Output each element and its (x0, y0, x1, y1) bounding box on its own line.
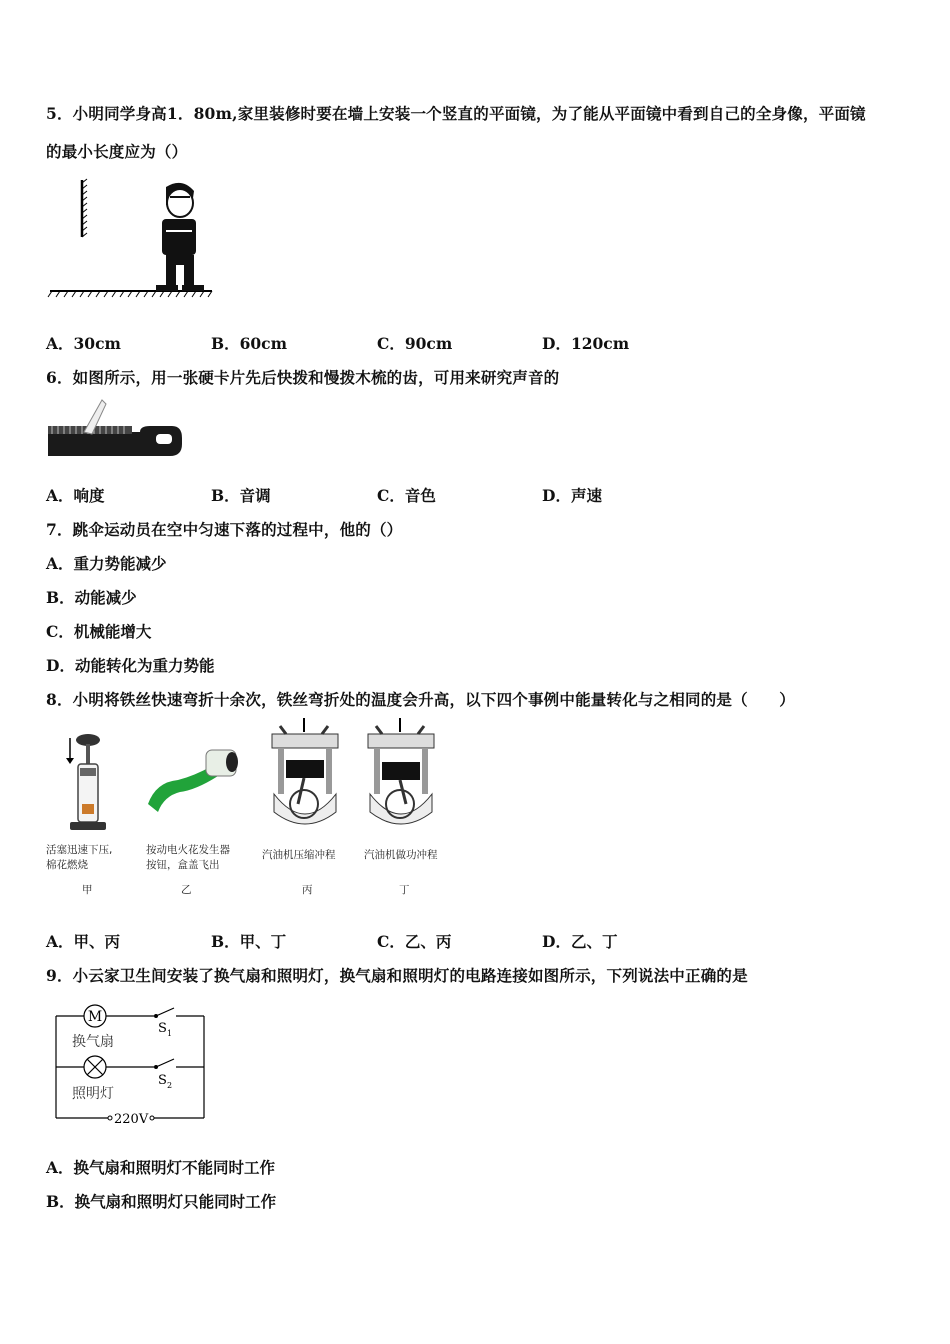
q8-ding-caption: 汽油机做功冲程 (364, 849, 438, 861)
q5-option-c: C．90cm (377, 334, 453, 353)
q8-option-b: B．甲、丁 (211, 932, 287, 951)
q7-option-d: D．动能转化为重力势能 (46, 656, 215, 675)
s1-subscript: 1 (167, 1029, 173, 1038)
q8-stem: 8．小明将铁丝快速弯折十余次，铁丝弯折处的温度会升高，以下四个事例中能量转化与之相同的是（ ） (46, 690, 795, 709)
q6-option-b: B．音调 (211, 486, 271, 505)
q8-figure-ding-engine (364, 716, 438, 832)
s1-label: S (158, 1021, 167, 1036)
q8-option-a: A．甲、丙 (46, 932, 121, 951)
motor-label: M (87, 1009, 103, 1025)
lamp-label: 照明灯 (72, 1086, 114, 1102)
q8-option-c: C．乙、丙 (377, 932, 452, 951)
q7-option-a: A．重力势能减少 (46, 554, 167, 573)
q9-stem: 9．小云家卫生间安装了换气扇和照明灯，换气扇和照明灯的电路连接如图所示，下列说法中正确的是 (46, 966, 748, 985)
switch-s2 (156, 1059, 174, 1067)
q8-yi-label: 乙 (181, 884, 192, 896)
q5-option-a: A．30cm (46, 334, 121, 353)
q5-option-b: B．60cm (211, 334, 288, 353)
switch-s1 (156, 1008, 174, 1016)
q5-mirror-figure (46, 175, 216, 305)
q8-figure-jia-piston (56, 728, 116, 834)
s2-subscript: 2 (167, 1081, 173, 1090)
q8-option-d: D．乙、丁 (542, 932, 618, 951)
q8-yi-caption-2: 按钮，盒盖飞出 (146, 859, 220, 871)
q8-jia-caption-1: 活塞迅速下压, (46, 844, 113, 856)
q8-bing-label: 丙 (302, 884, 313, 896)
q6-option-c: C．音色 (377, 486, 436, 505)
q8-jia-caption-2: 棉花燃烧 (46, 859, 88, 871)
fan-label: 换气扇 (72, 1034, 114, 1050)
q6-option-d: D．声速 (542, 486, 602, 505)
q8-bing-caption: 汽油机压缩冲程 (262, 849, 336, 861)
q5-stem-line1: 5．小明同学身高1．80m,家里装修时要在墙上安装一个竖直的平面镜，为了能从平面镜中看到自己的全身像，平面镜 (46, 104, 866, 123)
q7-option-b: B．动能减少 (46, 588, 137, 607)
q5-option-d: D．120cm (542, 334, 630, 353)
q5-stem-line2: 的最小长度应为（） (46, 142, 188, 161)
q9-circuit-diagram (50, 1000, 210, 1130)
voltage-label: 220V (114, 1112, 149, 1127)
q7-option-c: C．机械能增大 (46, 622, 152, 641)
q9-option-b: B．换气扇和照明灯只能同时工作 (46, 1192, 277, 1211)
q8-jia-label: 甲 (82, 884, 93, 896)
q8-figure-yi-spark (142, 740, 242, 820)
q8-figure-bing-engine (268, 716, 342, 832)
q9-option-a: A．换气扇和照明灯不能同时工作 (46, 1158, 276, 1177)
q6-stem: 6．如图所示，用一张硬卡片先后快拨和慢拨木梳的齿，可用来研究声音的 (46, 368, 560, 387)
q8-ding-label: 丁 (399, 884, 410, 896)
q6-option-a: A．响度 (46, 486, 105, 505)
s2-label: S (158, 1073, 167, 1088)
q8-yi-caption-1: 按动电火花发生器 (146, 844, 230, 856)
q7-stem: 7．跳伞运动员在空中匀速下落的过程中，他的（） (46, 520, 403, 539)
q6-comb-figure (44, 396, 184, 466)
